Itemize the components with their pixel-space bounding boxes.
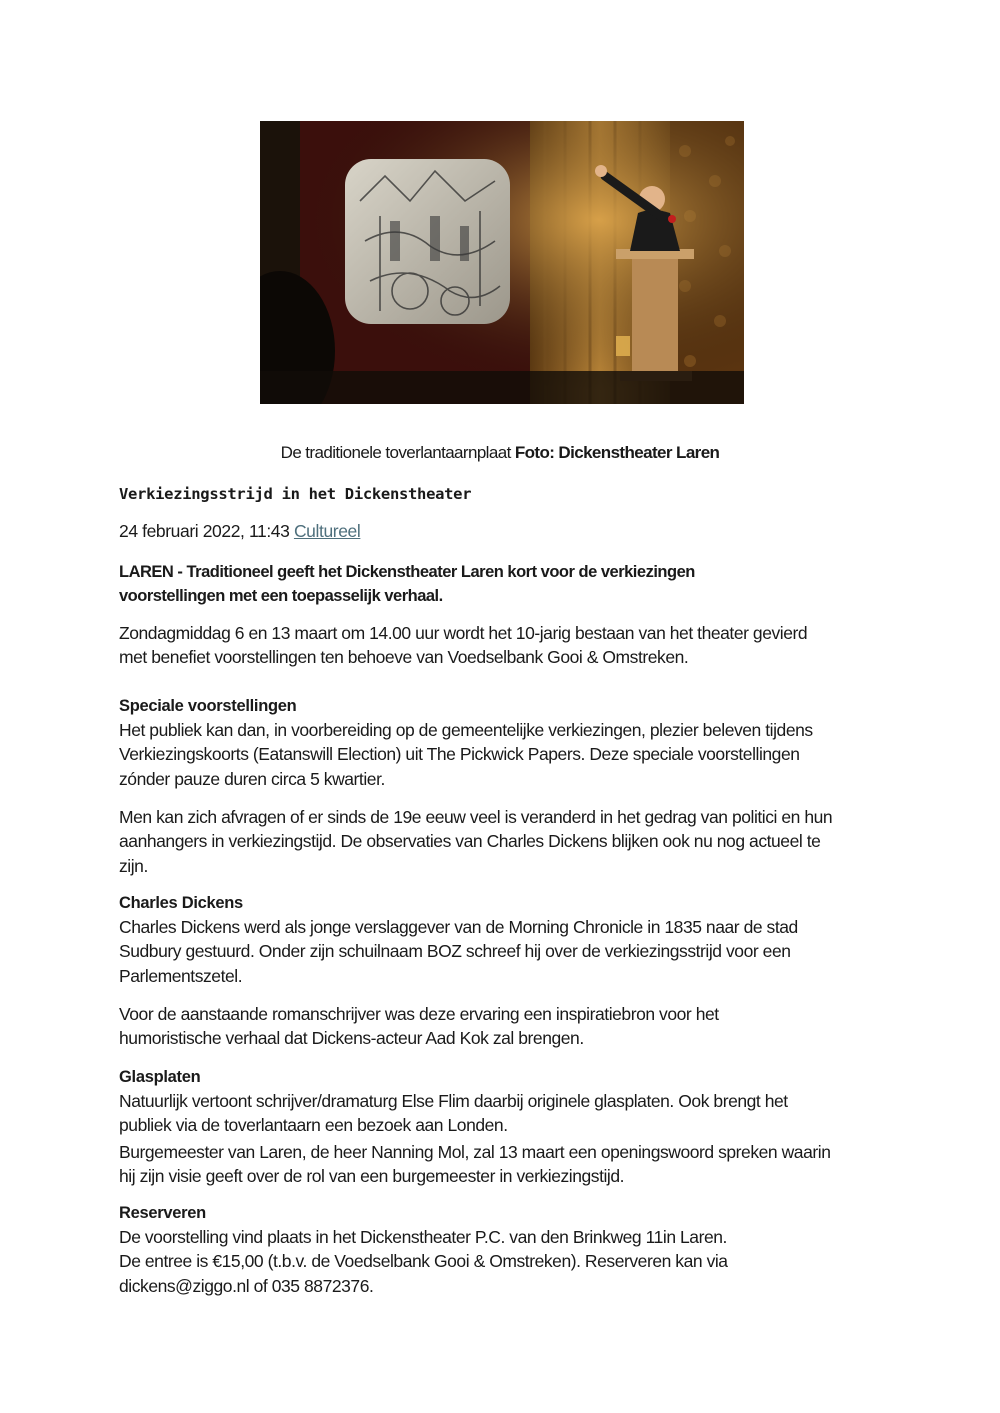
- section-reserveren: [119, 1201, 879, 1298]
- section-heading: Speciale voorstellingen: [119, 697, 297, 715]
- intro-line: Zondagmiddag 6 en 13 maart om 14.00 uur wordt het 10-jarig bestaan van het theater gevierd: [119, 623, 808, 643]
- article-intro: [119, 621, 879, 670]
- paragraph-line: Verkiezingskoorts (Eatanswill Election) uit The Pickwick Papers. Deze speciale voorstellingen: [119, 744, 800, 765]
- paragraph-line: Het publiek kan dan, in voorbereiding op de gemeentelijke verkiezingen, plezier beleven tijdens: [119, 720, 813, 740]
- photo-caption: [0, 443, 1000, 463]
- lead-line: LAREN - Traditioneel geeft het Dickenstheater Laren kort voor de verkiezingen: [119, 563, 695, 581]
- section-speciale-voorstellingen: [119, 694, 879, 791]
- article-lead: [119, 560, 879, 608]
- paragraph-line: hij zijn visie geeft over de rol van een burgemeester in verkiezingstijd.: [119, 1165, 625, 1186]
- lead-line: voorstellingen met een toepasselijk verhaal.: [119, 587, 443, 605]
- paragraph-line: Parlementszetel.: [119, 965, 243, 986]
- article-date: 24 februari 2022, 11:43: [119, 521, 294, 541]
- paragraph-line: Charles Dickens werd als jonge verslaggever van de Morning Chronicle in 1835 naar de stad: [119, 917, 798, 937]
- paragraph-line: De voorstelling vind plaats in het Dickenstheater P.C. van den Brinkweg 11in Laren.: [119, 1227, 727, 1247]
- caption-credit: Foto: Dickenstheater Laren: [514, 443, 720, 462]
- category-link[interactable]: Cultureel: [293, 521, 361, 541]
- section-glasplaten: [119, 1065, 879, 1188]
- paragraph-line: Burgemeester van Laren, de heer Nanning Mol, zal 13 maart een openingswoord spreken waarin: [119, 1141, 831, 1162]
- section-heading: Glasplaten: [119, 1068, 201, 1086]
- paragraph-line: Sudbury gestuurd. Onder zijn schuilnaam BOZ schreef hij over de verkiezingsstrijd voor een: [119, 941, 791, 962]
- article-title: Verkiezingsstrijd in het Dickenstheater: [119, 485, 472, 503]
- caption-text: De traditionele toverlantaarnplaat: [280, 443, 515, 462]
- paragraph-line: zijn.: [119, 855, 148, 876]
- intro-line: met benefiet voorstellingen ten behoeve van Voedselbank Gooi & Omstreken.: [119, 647, 689, 668]
- section-speciale-voorstellingen-p2: [119, 805, 879, 878]
- section-charles-dickens: [119, 891, 879, 988]
- article-dateline: [119, 521, 879, 542]
- paragraph-line: humoristische verhaal dat Dickens-acteur Aad Kok zal brengen.: [119, 1028, 584, 1049]
- section-heading: Reserveren: [119, 1204, 206, 1222]
- paragraph-line: dickens@ziggo.nl of 035 8872376.: [119, 1275, 374, 1296]
- article-photo: [260, 121, 744, 404]
- section-charles-dickens-p2: [119, 1002, 879, 1051]
- paragraph-line: Men kan zich afvragen of er sinds de 19e eeuw veel is veranderd in het gedrag van politici en hun: [119, 807, 833, 827]
- paragraph-line: Voor de aanstaande romanschrijver was deze ervaring een inspiratiebron voor het: [119, 1004, 719, 1024]
- paragraph-line: aanhangers in verkiezingstijd. De observaties van Charles Dickens blijken ook nu nog actueel te: [119, 831, 821, 852]
- section-heading: Charles Dickens: [119, 894, 243, 912]
- paragraph-line: De entree is €15,00 (t.b.v. de Voedselbank Gooi & Omstreken). Reserveren kan via: [119, 1251, 728, 1272]
- theater-photo-illustration: [260, 121, 744, 404]
- paragraph-line: zónder pauze duren circa 5 kwartier.: [119, 768, 385, 789]
- paragraph-line: Natuurlijk vertoont schrijver/dramaturg Else Flim daarbij originele glasplaten. Ook brengt het: [119, 1091, 788, 1111]
- paragraph-line: publiek via de toverlantaarn een bezoek aan Londen.: [119, 1115, 508, 1136]
